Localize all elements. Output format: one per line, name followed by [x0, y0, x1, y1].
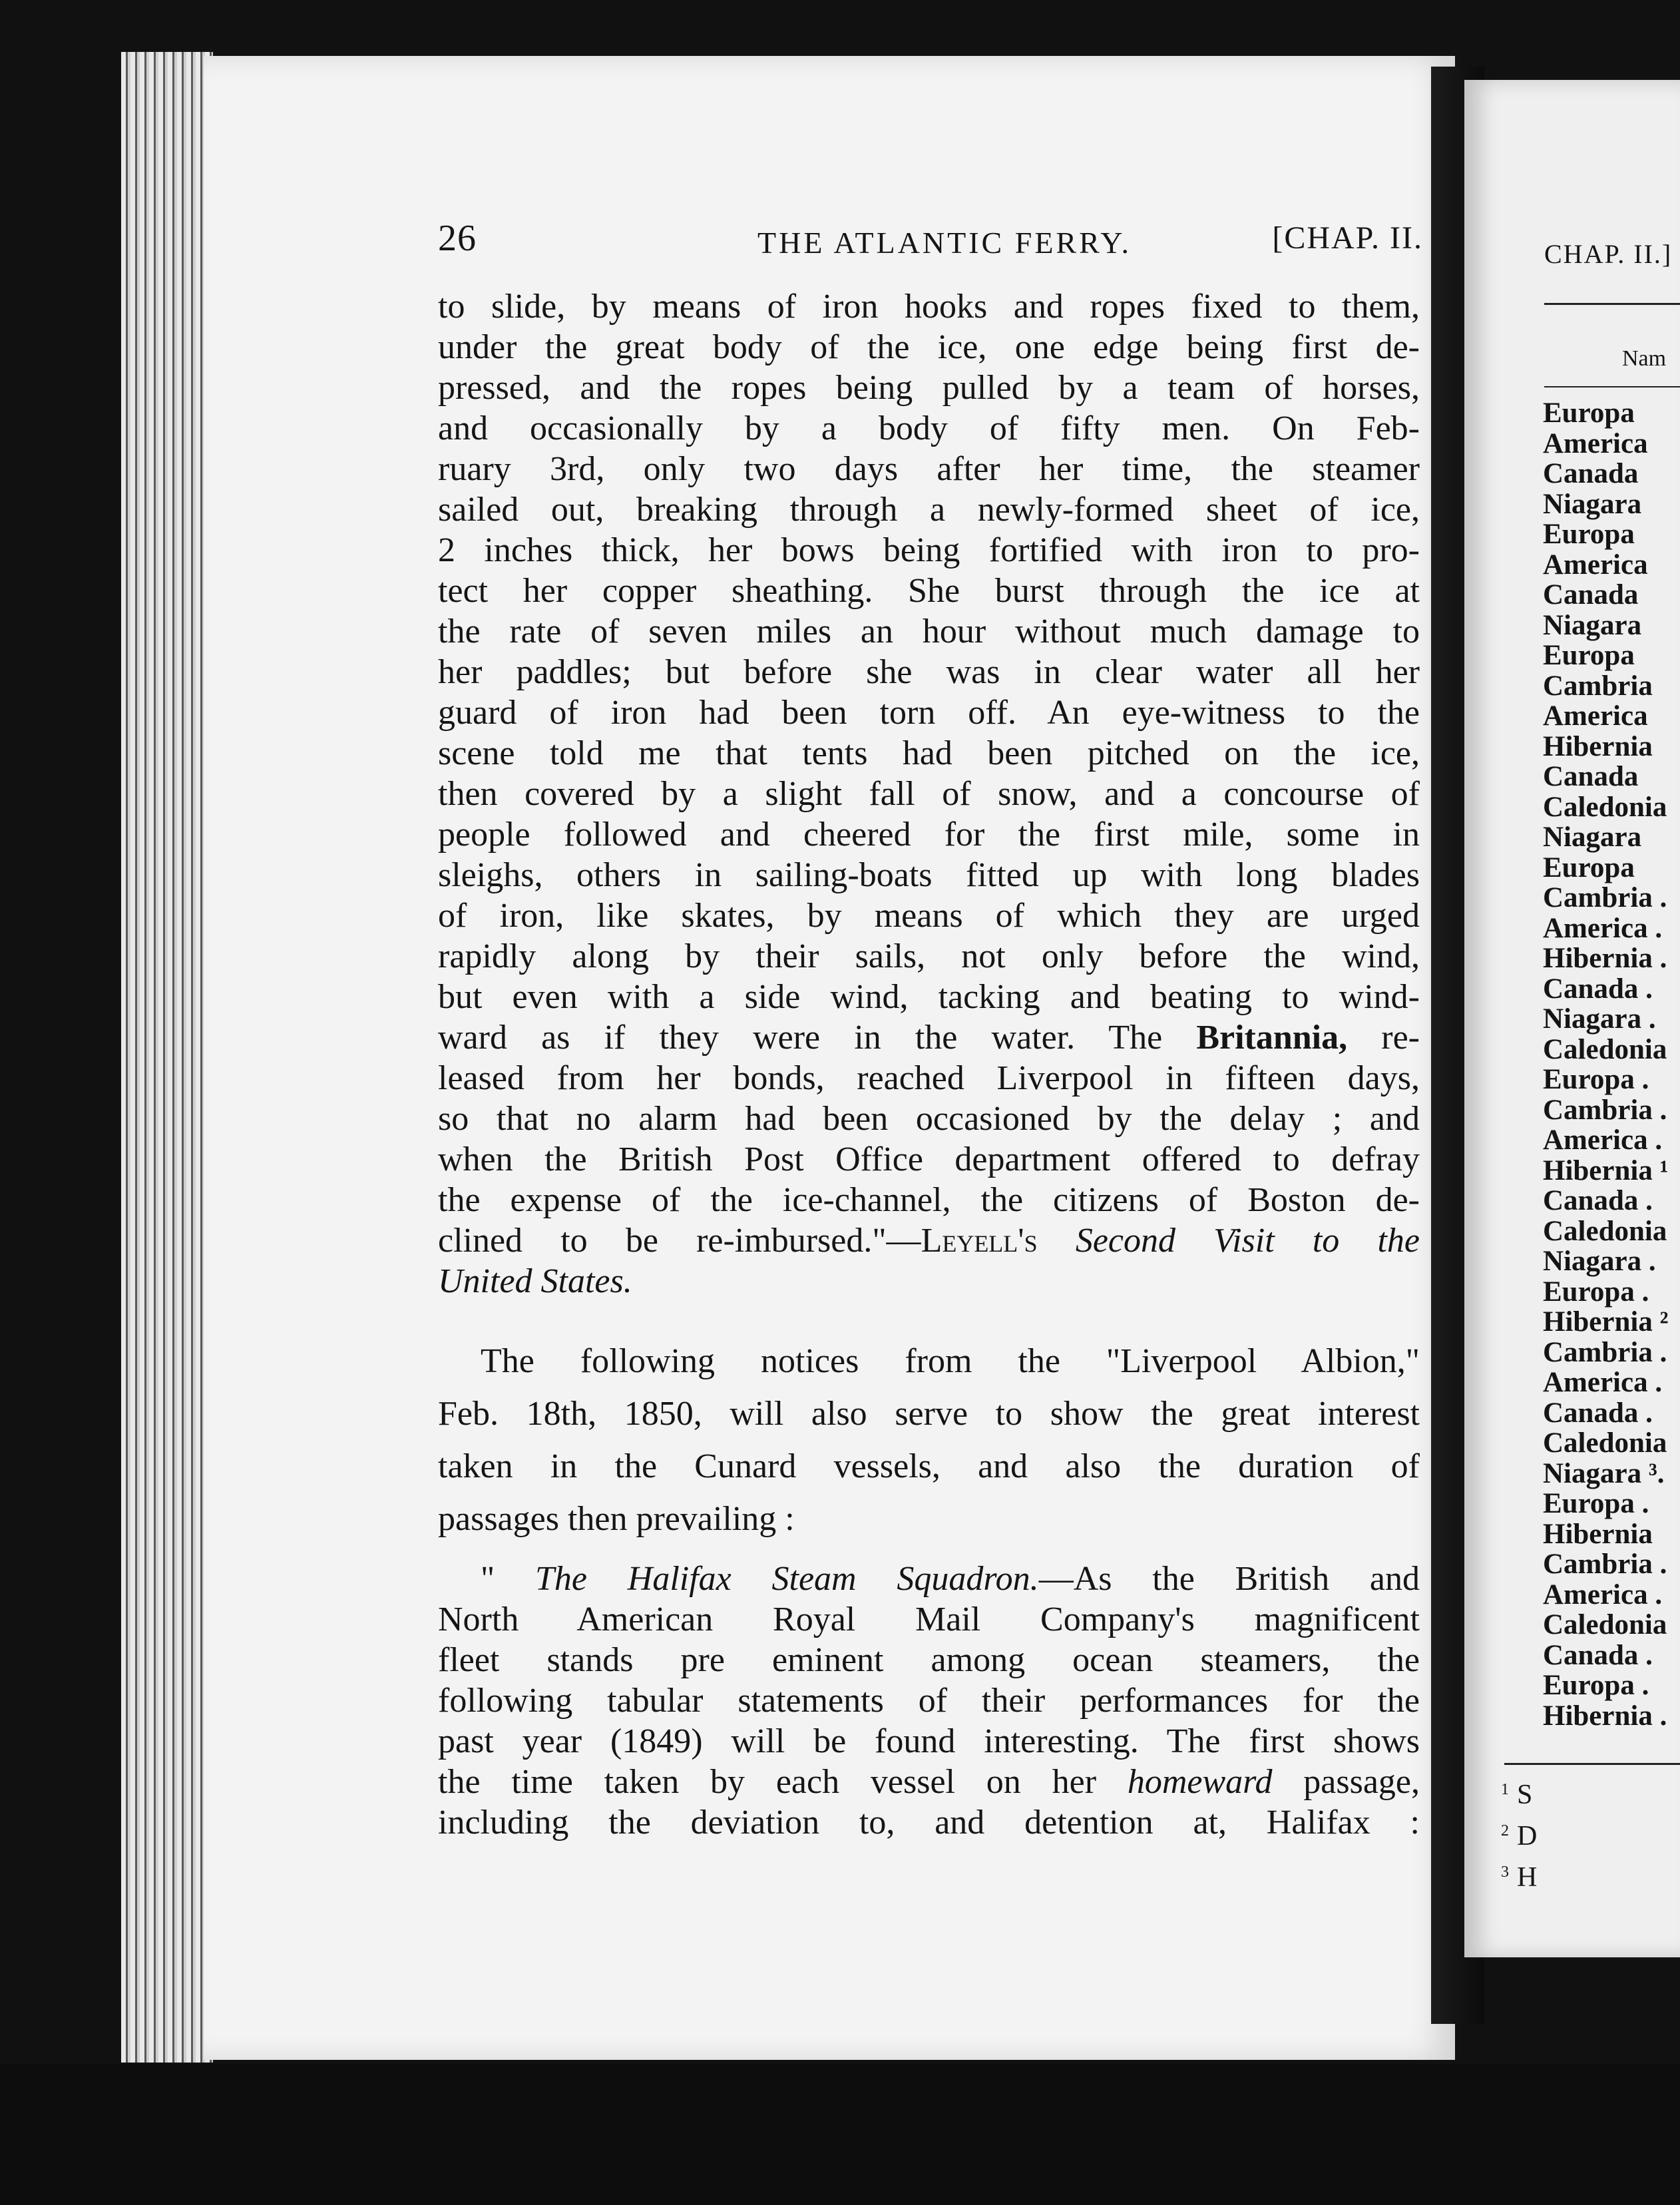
- vessel-name-list: [1543, 398, 1668, 1731]
- paragraph-albion: [438, 1335, 1420, 1545]
- text-line: the expense of the ice-channel, the citizens of Boston de-: [438, 1181, 1420, 1219]
- vessel-name: America .: [1543, 1367, 1663, 1398]
- vessel-name: Caledonia: [1543, 1609, 1667, 1640]
- text-line: people followed and cheered for the first mile, some in: [438, 816, 1420, 854]
- scan-bottom-margin: [0, 2064, 1680, 2205]
- footnote: $^1$ S: [1501, 1780, 1533, 1810]
- text-line: ruary 3rd, only two days after her time, the steamer: [438, 450, 1420, 488]
- running-title: THE ATLANTIC FERRY.: [757, 226, 1132, 260]
- right-page: [1464, 80, 1680, 1957]
- vessel-name: Canada: [1543, 458, 1639, 489]
- vessel-name: Canada .: [1543, 973, 1653, 1005]
- text-line: taken in the Cunard vessels, and also the duration of: [438, 1447, 1420, 1485]
- text-line: the rate of seven miles an hour without much damage to: [438, 612, 1420, 650]
- text-line: of iron, like skates, by means of which they are urged: [438, 897, 1420, 935]
- vessel-name: Caledonia: [1543, 791, 1667, 823]
- text-line: but even with a side wind, tacking and beating to wind-: [438, 978, 1420, 1016]
- text-line: clined to be re-imbursed."—Leyell's Second Visit to the: [438, 1222, 1420, 1260]
- vessel-name: Niagara: [1543, 609, 1642, 641]
- vessel-name: Europa: [1543, 397, 1635, 429]
- text-line: when the British Post Office department offered to defray: [438, 1140, 1420, 1178]
- text-line: pressed, and the ropes being pulled by a team of horses,: [438, 369, 1420, 407]
- text-line: the time taken by each vessel on her homeward passage,: [438, 1763, 1420, 1801]
- vessel-name: Europa .: [1543, 1276, 1649, 1308]
- vessel-name: Hibernia ²: [1543, 1306, 1669, 1338]
- table-column-head: Nam: [1622, 346, 1667, 371]
- text-line: rapidly along by their sails, not only before the wind,: [438, 937, 1420, 975]
- vessel-name: Niagara .: [1543, 1246, 1656, 1277]
- vessel-name: Hibernia ¹: [1543, 1154, 1669, 1186]
- text-line: to slide, by means of iron hooks and ropes fixed to them,: [438, 288, 1420, 326]
- text-line: leased from her bonds, reached Liverpool in fifteen days,: [438, 1059, 1420, 1097]
- text-line: scene told me that tents had been pitched on the ice,: [438, 734, 1420, 772]
- text-line: fleet stands pre eminent among ocean steamers, the: [438, 1641, 1420, 1679]
- text-line: her paddles; but before she was in clear water all her: [438, 653, 1420, 691]
- vessel-name: Hibernia .: [1543, 1700, 1667, 1732]
- vessel-name: Europa .: [1543, 1064, 1649, 1095]
- text-line: North American Royal Mail Company's magnificent: [438, 1600, 1420, 1638]
- text-line: including the deviation to, and detention at, Halifax :: [438, 1804, 1420, 1841]
- text-line: then covered by a slight fall of snow, and a concourse of: [438, 775, 1420, 813]
- text-line: passages then prevailing :: [438, 1500, 795, 1538]
- vessel-name: Hibernia .: [1543, 943, 1667, 974]
- text-line: and occasionally by a body of fifty men. On Feb-: [438, 409, 1420, 447]
- table-bottom-rule: [1504, 1763, 1680, 1765]
- vessel-name: Niagara: [1543, 488, 1642, 520]
- vessel-name: Cambria: [1543, 670, 1653, 702]
- text-line: The following notices from the "Liverpool Albion,": [481, 1342, 1420, 1380]
- vessel-name: Caledonia: [1543, 1427, 1667, 1459]
- vessel-name: Niagara: [1543, 822, 1642, 853]
- vessel-name: Niagara ³.: [1543, 1457, 1665, 1489]
- vessel-name: America .: [1543, 1579, 1663, 1610]
- text-line: following tabular statements of their performances for the: [438, 1682, 1420, 1720]
- text-line: so that no alarm had been occasioned by the delay ; and: [438, 1100, 1420, 1138]
- vessel-name: Europa .: [1543, 1488, 1649, 1519]
- vessel-name: America: [1543, 427, 1648, 459]
- vessel-name: Europa: [1543, 519, 1635, 550]
- vessel-name: Europa: [1543, 852, 1635, 883]
- vessel-name: America .: [1543, 1124, 1663, 1156]
- vessel-name: Canada .: [1543, 1397, 1653, 1429]
- paragraph-halifax: [438, 1559, 1420, 1843]
- text-line: Feb. 18th, 1850, will also serve to show the great interest: [438, 1395, 1420, 1433]
- vessel-name: Niagara .: [1543, 1003, 1656, 1035]
- text-line: ward as if they were in the water. The Britannia, re-: [438, 1019, 1420, 1057]
- vessel-name: Hibernia: [1543, 1518, 1653, 1550]
- stacked-page-edges: [121, 52, 213, 2063]
- page-body: [438, 286, 1420, 1843]
- right-running-head: CHAP. II.]: [1544, 239, 1673, 269]
- vessel-name: America: [1543, 549, 1648, 581]
- footnote: $^3$ H: [1501, 1862, 1538, 1893]
- vessel-name: Cambria .: [1543, 882, 1667, 913]
- vessel-name: Europa .: [1543, 1670, 1649, 1701]
- vessel-name: Cambria .: [1543, 1094, 1667, 1126]
- text-line: sleighs, others in sailing-boats fitted up with long blades: [438, 856, 1420, 894]
- vessel-name: Canada: [1543, 579, 1639, 611]
- vessel-name: Europa: [1543, 640, 1635, 671]
- table-head-rule: [1544, 386, 1680, 387]
- vessel-name: Canada: [1543, 761, 1639, 792]
- text-line: tect her copper sheathing. She burst through the ice at: [438, 572, 1420, 610]
- chapter-label: [CHAP. II.: [1272, 220, 1423, 256]
- footnote: $^2$ D: [1501, 1821, 1538, 1851]
- vessel-name: America .: [1543, 912, 1663, 944]
- page-number: 26: [438, 218, 477, 259]
- vessel-name: America: [1543, 700, 1648, 732]
- vessel-name: Hibernia: [1543, 730, 1653, 762]
- text-line: sailed out, breaking through a newly-formed sheet of ice,: [438, 491, 1420, 529]
- table-top-rule: [1544, 303, 1680, 305]
- vessel-name: Canada .: [1543, 1185, 1653, 1216]
- text-line: " The Halifax Steam Squadron.—As the British and: [481, 1560, 1420, 1598]
- vessel-name: Cambria .: [1543, 1549, 1667, 1580]
- text-line: under the great body of the ice, one edge being first de-: [438, 328, 1420, 366]
- running-head: [438, 220, 1423, 266]
- text-line: 2 inches thick, her bows being fortified with iron to pro-: [438, 531, 1420, 569]
- vessel-name: Caledonia: [1543, 1033, 1667, 1065]
- vessel-name: Cambria .: [1543, 1336, 1667, 1368]
- vessel-name: Caledonia: [1543, 1215, 1667, 1247]
- paragraph-quote-continued: [438, 286, 1420, 1302]
- vessel-name: Canada .: [1543, 1639, 1653, 1671]
- text-line: guard of iron had been torn off. An eye-witness to the: [438, 694, 1420, 732]
- text-line: past year (1849) will be found interesting. The first shows: [438, 1722, 1420, 1760]
- citation-end: United States.: [438, 1262, 632, 1300]
